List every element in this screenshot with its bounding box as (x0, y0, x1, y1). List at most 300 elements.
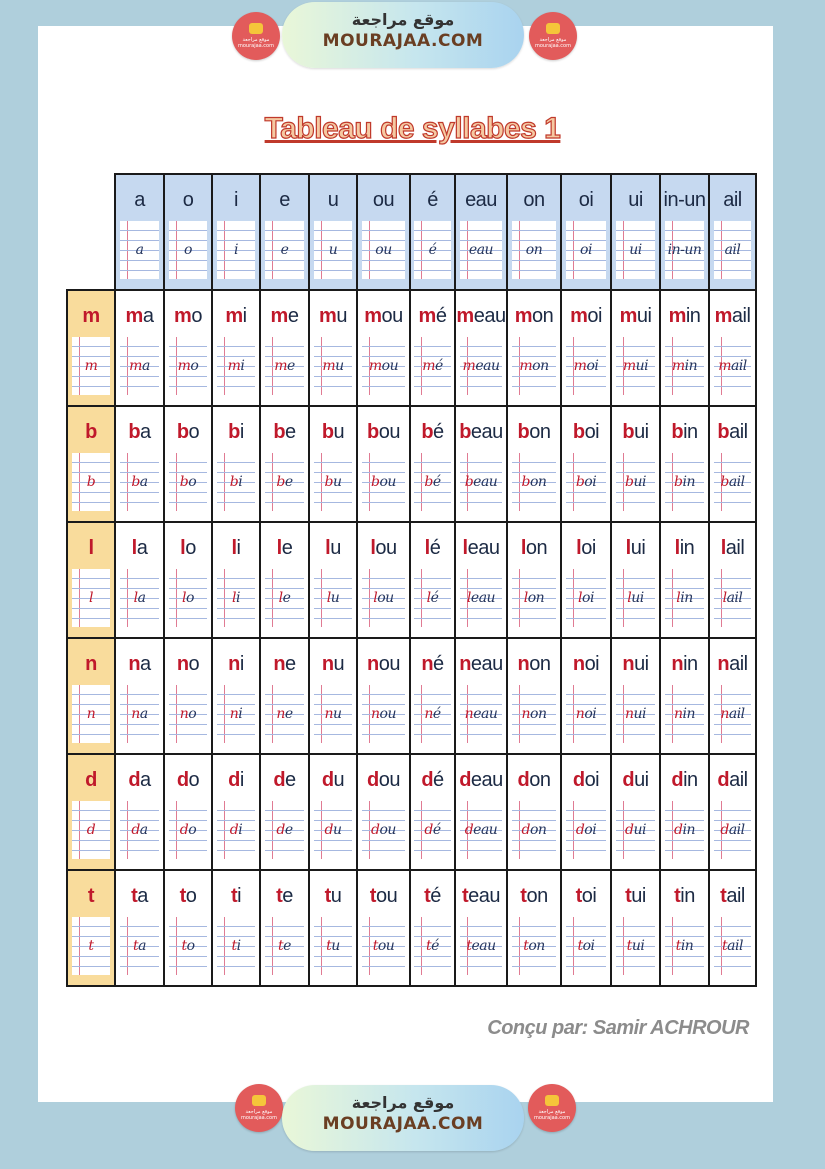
syllable-cell (507, 522, 561, 638)
syllable-cursive (276, 474, 292, 490)
syllable-cursive-rest: ou (379, 706, 396, 722)
syllable-cursive (180, 474, 196, 490)
syllable-cursive-rest: ou (377, 938, 395, 954)
logo-text: موقع مراجعة mourajaa.com (237, 37, 274, 49)
consonant-cursive: m (84, 358, 98, 374)
cell-content (310, 639, 356, 743)
vowel-cursive: on (525, 242, 543, 258)
syllable-consonant: d (459, 769, 471, 791)
syllable-cursive-rest: ou (379, 822, 396, 838)
cell-content (710, 407, 755, 511)
syllable-cursive-consonant: n (624, 706, 634, 722)
vowel-cursive: ou (375, 242, 392, 258)
vowel-print: a (134, 189, 145, 211)
vowel-cursive: e (280, 242, 289, 258)
cell-content (116, 755, 163, 859)
syllable-rest: ail (729, 769, 748, 791)
lined-writing-area (314, 685, 353, 743)
syllable-cell (212, 290, 260, 406)
cell-content (261, 523, 308, 627)
syllable-print (128, 419, 150, 445)
syllable-consonant: n (671, 653, 684, 675)
syllable-rest: ail (731, 305, 751, 327)
vowel-print: oi (578, 189, 594, 211)
cell-content (261, 407, 308, 511)
vowel-cursive: é (428, 242, 437, 258)
syllable-rest: o (188, 653, 200, 675)
syllable-cursive-consonant: b (521, 474, 530, 490)
lined-writing-area (314, 569, 353, 627)
syllable-rest: i (239, 769, 244, 791)
vowel-print: é (427, 189, 438, 211)
lined-writing-area (665, 569, 704, 627)
syllable-rest: a (140, 769, 151, 791)
book-icon (252, 1095, 266, 1106)
lined-writing-area (616, 453, 655, 511)
syllable-consonant: l (720, 537, 726, 559)
syllable-consonant: d (517, 769, 530, 791)
lined-writing-area (512, 453, 556, 511)
lined-writing-area (217, 453, 256, 511)
syllable-print (717, 767, 747, 793)
syllable-cursive-rest: ail (728, 822, 745, 838)
syllable-cell (309, 406, 357, 522)
syllable-consonant: b (622, 421, 635, 443)
syllable-cell (561, 522, 611, 638)
vowel-cursive: oi (580, 242, 592, 258)
lined-writing-area (362, 569, 405, 627)
syllable-print (620, 303, 652, 329)
syllable-print (180, 883, 197, 909)
syllable-rest: i (236, 537, 241, 559)
cell-content (508, 639, 560, 743)
syllable-rest: eau (470, 769, 503, 791)
syllable-cursive (131, 706, 147, 722)
syllable-consonant: l (370, 537, 376, 559)
lined-writing-area (512, 337, 556, 395)
syllable-cell (507, 754, 561, 870)
vowel-cursive: ail (724, 242, 741, 258)
syllable-cursive-rest: oi (584, 706, 597, 722)
cell-content (261, 871, 308, 975)
syllable-cell (212, 522, 260, 638)
lined-writing-area (460, 801, 502, 859)
syllable-rest: u (330, 885, 342, 907)
syllable-cursive-consonant: n (276, 706, 285, 722)
syllable-cursive-consonant: l (627, 590, 632, 606)
vowel-print: i (234, 189, 238, 211)
syllable-cell (260, 638, 309, 754)
syllable-print (370, 535, 396, 561)
cell-content (165, 755, 211, 859)
lined-writing-area (265, 685, 304, 743)
syllable-print (322, 767, 344, 793)
syllable-consonant: t (625, 885, 632, 907)
syllable-cursive (424, 822, 440, 838)
lined-writing-area (414, 453, 450, 511)
syllable-cursive-consonant: t (278, 938, 284, 954)
consonant-header-cell (67, 754, 115, 870)
syllable-print (459, 419, 503, 445)
lined-writing-area (566, 453, 606, 511)
lined-writing-area (120, 685, 159, 743)
syllable-print (128, 651, 150, 677)
cell-content (562, 639, 610, 743)
syllable-cursive-rest: i (238, 822, 243, 838)
syllable-cursive-consonant: d (179, 822, 189, 838)
cell-content (562, 291, 610, 395)
syllable-consonant: d (717, 769, 730, 791)
syllable-cell (561, 638, 611, 754)
syllable-rest: é (429, 537, 441, 559)
lined-writing-area (72, 801, 111, 859)
syllable-cursive (326, 938, 340, 954)
syllable-cursive-rest: o (186, 590, 194, 606)
syllable-cursive-consonant: b (464, 474, 474, 490)
banner-domain-text: MOURAJAA.COM (322, 1114, 484, 1134)
syllable-cursive (523, 938, 545, 954)
consonant-print: d (85, 769, 97, 791)
syllable-consonant: n (176, 653, 189, 675)
syllable-cursive-rest: on (532, 358, 549, 374)
syllable-rest: é (433, 769, 444, 791)
syllable-consonant: m (418, 305, 436, 327)
syllable-cursive (232, 590, 240, 606)
consonant-cursive: l (89, 590, 93, 606)
cell-content (116, 639, 163, 743)
syllable-cursive-consonant: d (720, 822, 729, 838)
syllable-cursive-consonant: m (718, 358, 731, 374)
syllable-cell (357, 522, 410, 638)
syllable-cursive-rest: eau (473, 706, 498, 722)
syllable-print (573, 767, 599, 793)
syllable-cell (115, 638, 164, 754)
syllable-cursive (627, 590, 643, 606)
lined-writing-area (460, 221, 502, 279)
cell-content (612, 291, 659, 395)
syllable-consonant: n (622, 653, 635, 675)
consonant-header-cell (67, 522, 115, 638)
syllable-print (421, 767, 443, 793)
cell-content (661, 639, 708, 743)
cell-content (68, 871, 114, 975)
syllable-rest: ail (726, 885, 745, 907)
syllable-cursive-consonant: n (521, 706, 531, 722)
syllable-cursive-consonant: b (179, 474, 189, 490)
syllable-rest: oi (584, 769, 600, 791)
lined-writing-area (72, 453, 111, 511)
syllable-consonant: n (321, 653, 334, 675)
syllable-cursive-rest: oi (584, 822, 597, 838)
cell-content (661, 175, 708, 279)
lined-writing-area (512, 917, 556, 975)
syllable-print (721, 535, 745, 561)
cell-content (116, 407, 163, 511)
syllable-cell (212, 406, 260, 522)
syllable-cell (357, 870, 410, 986)
banner-domain-text: MOURAJAA.COM (322, 31, 484, 51)
syllable-cursive-rest: é (434, 358, 443, 374)
cell-content (411, 291, 454, 395)
syllable-cursive-rest: u (332, 474, 342, 490)
banner-arabic-text: موقع مراجعة (351, 1093, 455, 1112)
lined-writing-area (714, 569, 752, 627)
syllable-cell (455, 290, 507, 406)
syllable-cursive-consonant: t (577, 938, 583, 954)
lined-writing-area (414, 685, 450, 743)
syllable-cursive-rest: on (528, 938, 545, 954)
syllable-print (518, 651, 551, 677)
syllable-cursive-rest: e (286, 358, 295, 374)
syllable-cursive-consonant: t (466, 938, 472, 954)
syllable-consonant: t (520, 885, 527, 907)
syllable-rest: u (333, 421, 345, 443)
syllable-cursive-consonant: t (326, 938, 332, 954)
syllable-cursive (623, 358, 648, 374)
vowel-header-cell (357, 174, 410, 290)
syllable-print (421, 419, 443, 445)
cell-content (456, 523, 506, 627)
syllable-cursive-consonant: n (324, 706, 333, 722)
lined-writing-area (169, 569, 208, 627)
cell-content (116, 291, 163, 395)
lined-writing-area (120, 917, 159, 975)
consonant-print: n (85, 653, 97, 675)
syllable-cell (410, 870, 455, 986)
cell-content (612, 407, 659, 511)
syllable-row (67, 754, 756, 870)
lined-writing-area (217, 221, 256, 279)
syllable-cursive (134, 590, 146, 606)
syllable-cursive (230, 822, 242, 838)
cell-content (310, 871, 356, 975)
syllable-cursive (522, 474, 547, 490)
syllable-cursive (325, 474, 342, 490)
syllable-cursive-consonant: l (133, 590, 138, 606)
syllable-rest: in (680, 885, 695, 907)
lined-writing-area (265, 569, 304, 627)
syllable-print (177, 419, 199, 445)
syllable-cursive-rest: ui (635, 358, 649, 374)
syllable-cursive (625, 706, 646, 722)
site-banner-top[interactable] (282, 2, 524, 68)
syllable-rest: ail (729, 653, 748, 675)
syllable-rest: a (140, 421, 151, 443)
cell-content (358, 639, 409, 743)
syllable-print (425, 535, 441, 561)
syllable-consonant: m (225, 305, 243, 327)
cell-content (68, 639, 114, 743)
syllable-rest: é (433, 653, 444, 675)
vowel-cursive: in-un (667, 242, 702, 258)
cell-content (710, 291, 755, 395)
lined-writing-area (362, 337, 405, 395)
syllable-print (228, 651, 244, 677)
lined-writing-area (665, 917, 704, 975)
syllable-rest: ou (378, 421, 400, 443)
syllable-consonant: n (273, 653, 286, 675)
syllable-consonant: l (520, 537, 526, 559)
syllable-rest: a (140, 653, 151, 675)
cell-content (68, 291, 114, 395)
syllable-cursive-consonant: d (625, 822, 634, 838)
syllable-print (717, 419, 747, 445)
lined-writing-area (362, 685, 405, 743)
syllable-cell (660, 638, 709, 754)
vowel-header-cell (660, 174, 709, 290)
syllable-cursive-consonant: m (462, 358, 476, 374)
site-banner-bottom[interactable] (282, 1085, 524, 1151)
lined-writing-area (566, 221, 606, 279)
lined-writing-area (616, 685, 655, 743)
syllable-cell (709, 638, 756, 754)
syllable-consonant: l (424, 537, 430, 559)
syllable-cell (309, 638, 357, 754)
syllable-rest: ui (634, 769, 649, 791)
syllable-cursive-consonant: m (177, 358, 191, 374)
syllable-rest: ui (631, 885, 646, 907)
syllable-cursive-consonant: m (671, 358, 685, 374)
syllable-cursive (371, 474, 396, 490)
syllable-print (576, 535, 596, 561)
syllable-cell (611, 754, 660, 870)
syllable-cursive-consonant: m (274, 358, 287, 374)
syllable-print (573, 651, 599, 677)
syllable-cell (410, 290, 455, 406)
lined-writing-area (265, 221, 304, 279)
syllable-table-body (67, 174, 756, 986)
syllable-cell (611, 290, 660, 406)
syllable-rest: e (281, 537, 293, 559)
syllable-cursive-rest: u (335, 358, 344, 374)
lined-writing-area (120, 221, 159, 279)
vowel-cursive: u (328, 242, 338, 258)
syllable-consonant: t (424, 885, 431, 907)
syllable-consonant: l (180, 537, 186, 559)
syllable-print (370, 883, 397, 909)
syllable-print (671, 767, 697, 793)
lined-writing-area (460, 337, 502, 395)
syllable-consonant: l (231, 537, 237, 559)
syllable-consonant: m (619, 305, 637, 327)
syllable-cursive-consonant: m (368, 358, 382, 374)
syllable-cursive (276, 822, 292, 838)
syllable-cursive-rest: é (432, 706, 441, 722)
consonant-cursive: t (88, 938, 94, 954)
syllable-cell (660, 522, 709, 638)
syllable-cursive-consonant: l (326, 590, 331, 606)
cell-content (562, 523, 610, 627)
syllable-consonant: d (228, 769, 240, 791)
syllable-consonant: m (714, 305, 732, 327)
lined-writing-area (169, 337, 208, 395)
syllable-print (128, 767, 150, 793)
lined-writing-area (566, 685, 606, 743)
syllable-cursive (230, 706, 243, 722)
syllable-consonant: l (276, 537, 282, 559)
syllable-cursive-rest: a (139, 706, 148, 722)
syllable-consonant: b (367, 421, 379, 443)
lined-writing-area (414, 337, 450, 395)
syllable-consonant: d (273, 769, 286, 791)
logo-text: موقع مراجعة mourajaa.com (534, 37, 571, 49)
author-credit: Conçu par: Samir ACHROUR (487, 1017, 749, 1039)
lined-writing-area (265, 453, 304, 511)
vowel-print: o (182, 189, 194, 211)
syllable-cursive (228, 358, 245, 374)
syllable-cursive-rest: ou (381, 358, 399, 374)
syllable-cursive-consonant: m (622, 358, 636, 374)
lined-writing-area (169, 917, 208, 975)
syllable-consonant: t (324, 885, 331, 907)
syllable-cursive-consonant: d (674, 822, 683, 838)
lined-writing-area (714, 221, 752, 279)
cell-content (456, 407, 506, 511)
vowel-header-cell (115, 174, 164, 290)
lined-writing-area (566, 569, 606, 627)
cell-content (612, 871, 659, 975)
syllable-cell (357, 638, 410, 754)
syllable-cursive-rest: é (430, 590, 439, 606)
lined-writing-area (616, 337, 655, 395)
syllable-rest: ou (381, 305, 403, 327)
lined-writing-area (120, 569, 159, 627)
syllable-cursive (322, 358, 343, 374)
syllable-rest: oi (587, 305, 602, 327)
syllable-consonant: b (717, 421, 730, 443)
syllable-rest: oi (584, 653, 600, 675)
syllable-rest: on (525, 537, 548, 559)
cell-content (310, 175, 356, 279)
syllable-cursive-consonant: b (575, 474, 585, 490)
syllable-consonant: m (456, 305, 474, 327)
syllable-row (67, 290, 756, 406)
syllable-cell (115, 290, 164, 406)
syllable-cursive-consonant: t (722, 938, 728, 954)
cell-content (612, 175, 659, 279)
syllable-print (463, 535, 500, 561)
syllable-cursive (131, 474, 147, 490)
syllable-rest: u (330, 537, 341, 559)
syllable-print (518, 767, 551, 793)
syllable-cursive (467, 590, 495, 606)
cell-content (612, 639, 659, 743)
syllable-print (126, 303, 154, 329)
lined-writing-area (120, 801, 159, 859)
cell-content (661, 755, 708, 859)
syllable-cell (164, 290, 212, 406)
syllable-cursive (129, 358, 150, 374)
syllable-consonant: t (369, 885, 376, 907)
lined-writing-area (362, 801, 405, 859)
syllable-cursive-consonant: t (675, 938, 681, 954)
cell-content (710, 639, 755, 743)
syllable-print (228, 767, 244, 793)
lined-writing-area (217, 801, 256, 859)
syllable-cursive-consonant: m (573, 358, 587, 374)
syllable-cursive (181, 938, 194, 954)
syllable-cursive-rest: on (530, 706, 547, 722)
syllable-print (231, 883, 241, 909)
cell-content (710, 755, 755, 859)
cell-content (213, 871, 259, 975)
syllable-cursive (524, 590, 544, 606)
vowel-print: e (279, 189, 290, 211)
syllable-cell (507, 870, 561, 986)
syllable-rest: eau (470, 653, 503, 675)
syllable-consonant: b (421, 421, 434, 443)
syllable-cursive (178, 358, 199, 374)
